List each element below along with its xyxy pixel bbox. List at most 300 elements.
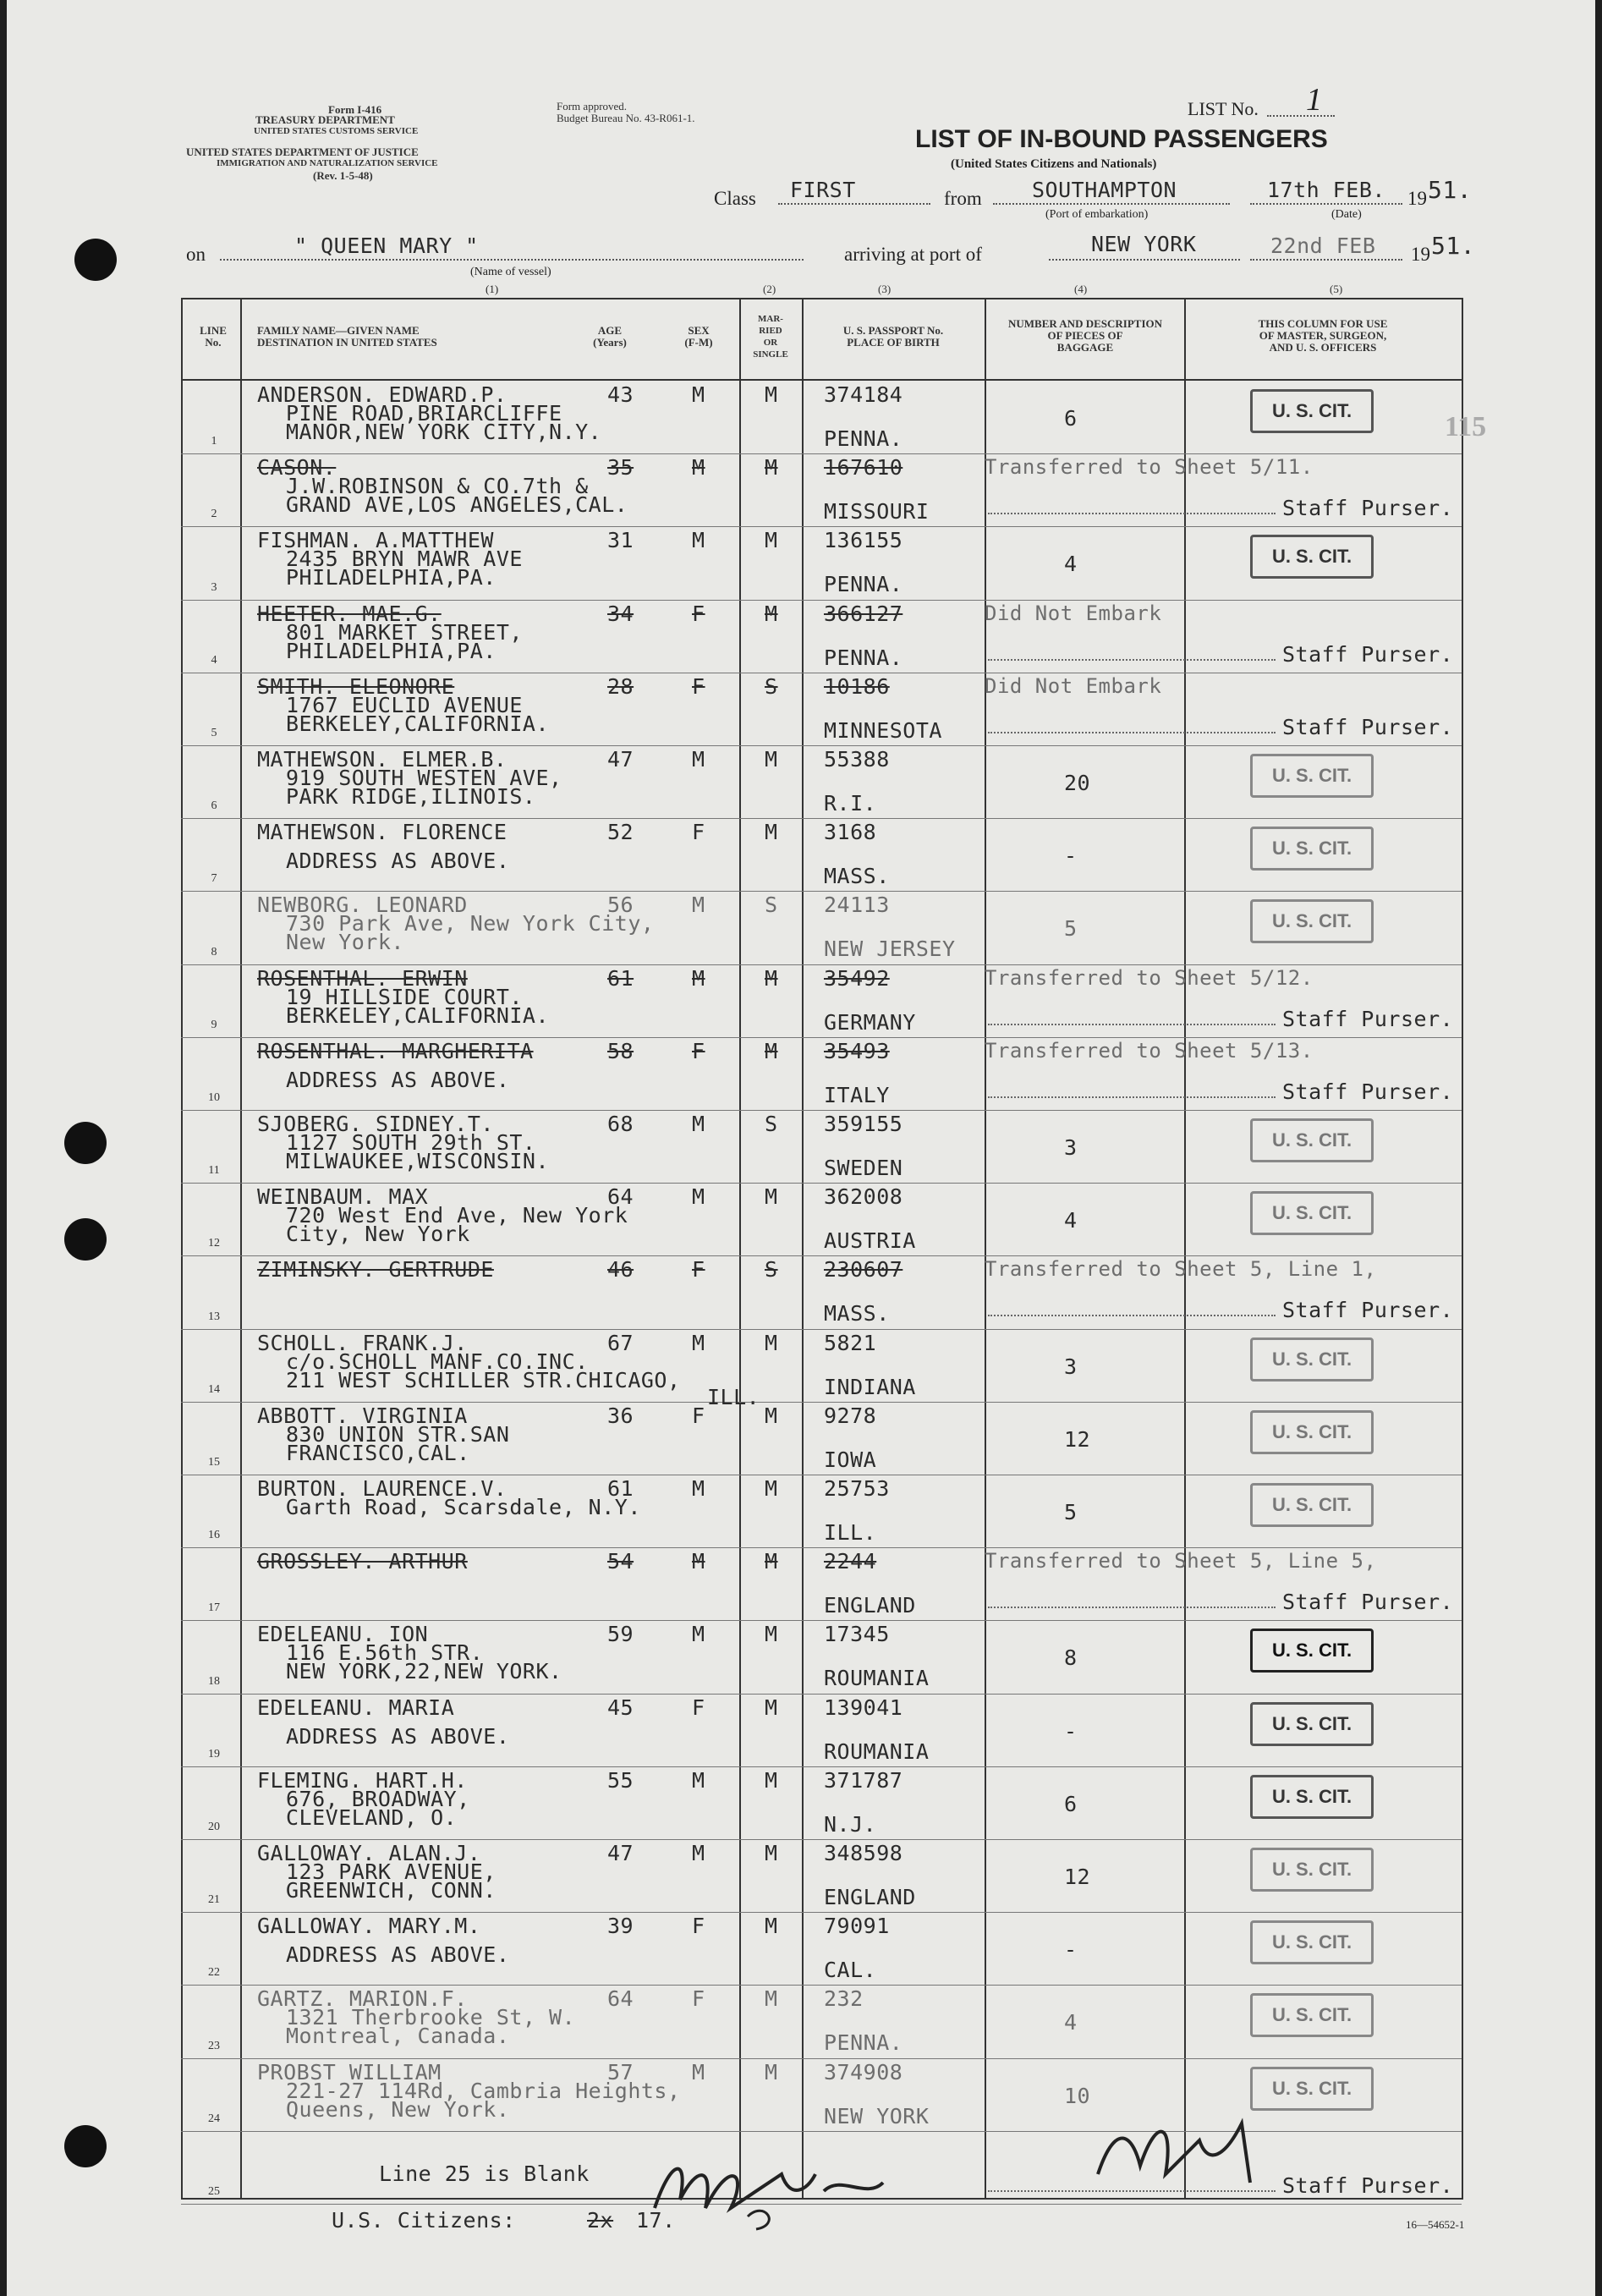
line-number: 10: [208, 1091, 220, 1104]
passenger-age: 47: [607, 747, 634, 772]
passenger-name: WEINBAUM. MAX: [257, 1184, 429, 1210]
passenger-sex: M: [692, 1112, 705, 1136]
punch-hole: [64, 1122, 107, 1164]
address-line-2: 211 WEST SCHILLER STR.CHICAGO,: [286, 1367, 681, 1392]
passenger-age: 54: [607, 1549, 634, 1574]
print-code: 16—54652-1: [1406, 2218, 1465, 2231]
row-divider: [181, 1620, 1462, 1621]
passenger-age: 47: [607, 1841, 634, 1865]
us-cit-stamp: U. S. CIT.: [1250, 1338, 1374, 1381]
passport-number: 79091: [824, 1914, 890, 1939]
line-number: 12: [208, 1237, 220, 1250]
passport-number: 167610: [824, 455, 903, 481]
address-line-2: MILWAUKEE,WISCONSIN.: [286, 1149, 550, 1173]
line-number: 22: [208, 1966, 220, 1980]
marital-status: M: [765, 1767, 778, 1793]
marital-status: M: [765, 382, 778, 407]
baggage: 6: [1064, 406, 1078, 431]
line-number: 13: [208, 1310, 220, 1323]
marital-status: M: [765, 1330, 778, 1355]
passport-number: 371787: [824, 1767, 903, 1793]
marital-status: S: [765, 893, 778, 918]
passport-number: 17345: [824, 1622, 890, 1647]
marital-status: M: [765, 820, 778, 845]
passenger-name: HEETER. MAE.G.: [257, 601, 442, 626]
address-line-1: 676, BROADWAY,: [286, 1786, 470, 1811]
staff-purser-note: Staff Purser.: [1282, 496, 1454, 521]
passenger-age: 64: [607, 1986, 634, 2012]
citizens-struck: 2x: [587, 2208, 614, 2233]
us-cit-stamp: U. S. CIT.: [1250, 1483, 1374, 1527]
passenger-name: ROSENTHAL. MARGHERITA: [257, 1038, 534, 1063]
dotted-leader: [988, 1096, 1276, 1098]
port-note: (Port of embarkation): [1045, 208, 1149, 221]
passenger-name: SMITH. ELEONORE: [257, 673, 455, 699]
budget-bureau: Budget Bureau No. 43-R061-1.: [557, 112, 695, 124]
passport-number: 374908: [824, 2059, 903, 2085]
passenger-name: CASON.: [257, 455, 337, 481]
date-note: (Date): [1331, 208, 1362, 221]
passenger-sex: F: [692, 1695, 705, 1720]
marital-status: M: [765, 2059, 778, 2085]
line-number: 20: [208, 1821, 220, 1833]
address-line-1: 19 HILLSIDE COURT.: [286, 984, 523, 1009]
passenger-name: FLEMING. HART.H.: [257, 1767, 468, 1793]
passenger-age: 68: [607, 1112, 634, 1136]
place-of-birth: MISSOURI: [824, 499, 930, 525]
baggage: Transferred to Sheet 5, Line 1,: [985, 1257, 1377, 1282]
margin-number: 115: [1445, 411, 1487, 442]
passenger-age: 67: [607, 1330, 634, 1355]
place-of-birth: ITALY: [824, 1082, 890, 1107]
marital-status: M: [765, 1986, 778, 2012]
passenger-age: 57: [607, 2059, 634, 2085]
address-line-1: 221-27 114Rd, Cambria Heights,: [286, 2078, 681, 2103]
address-line-2: PARK RIDGE,ILINOIS.: [286, 784, 536, 809]
us-cit-stamp: U. S. CIT.: [1250, 1920, 1374, 1964]
col-header-officers: THIS COLUMN FOR USE OF MASTER, SURGEON, AND U. S. OFFICERS: [1258, 317, 1388, 354]
address-line-2: City, New York: [286, 1222, 470, 1247]
passenger-name: ANDERSON. EDWARD.P.: [257, 382, 507, 407]
passenger-sex: M: [692, 2059, 705, 2085]
passenger-sex: M: [692, 1767, 705, 1793]
address-line-1: 730 Park Ave, New York City,: [286, 911, 655, 937]
col-header-line: LINE No.: [200, 324, 227, 349]
line-number: 14: [208, 1382, 220, 1396]
address-line-2: BERKELEY,CALIFORNIA.: [286, 1002, 550, 1028]
line-number: 21: [208, 1893, 220, 1907]
baggage: Transferred to Sheet 5/13.: [985, 1038, 1314, 1063]
address-line-1: 1127 SOUTH 29th ST.: [286, 1130, 536, 1155]
passenger-name: ABBOTT. VIRGINIA: [257, 1403, 468, 1428]
passenger-age: 36: [607, 1403, 634, 1428]
passport-number: 35492: [824, 965, 890, 991]
us-cit-stamp: U. S. CIT.: [1250, 1191, 1374, 1235]
passenger-age: 61: [607, 965, 634, 991]
baggage: 10: [1064, 2083, 1091, 2108]
passenger-name: GALLOWAY. MARY.M.: [257, 1914, 481, 1939]
staff-purser-note: Staff Purser.: [1282, 1590, 1454, 1615]
line-number: 3: [211, 580, 217, 594]
marital-status: M: [765, 601, 778, 626]
address-line-3: ILL.: [707, 1384, 760, 1409]
passenger-age: 39: [607, 1914, 634, 1939]
us-cit-stamp: U. S. CIT.: [1250, 2067, 1374, 2111]
place-of-birth: MASS.: [824, 864, 890, 889]
on-label: on: [186, 244, 206, 265]
arrival-year: 51.: [1431, 232, 1476, 260]
row-divider: [181, 1329, 1462, 1330]
row-divider: [181, 1547, 1462, 1548]
staff-purser-note: Staff Purser.: [1282, 2172, 1454, 2198]
baggage: 5: [1064, 1500, 1078, 1524]
passenger-age: 45: [607, 1695, 634, 1720]
col-num-2: (2): [763, 283, 776, 295]
passenger-sex: F: [692, 1986, 705, 2012]
place-of-birth: NEW JERSEY: [824, 937, 956, 962]
passenger-name: MATHEWSON. ELMER.B.: [257, 747, 507, 772]
passport-number: 2244: [824, 1549, 877, 1574]
passport-number: 362008: [824, 1184, 903, 1210]
punch-hole: [64, 1218, 107, 1261]
staff-purser-note: Staff Purser.: [1282, 1006, 1454, 1031]
col-num-4: (4): [1074, 283, 1088, 295]
line-number: 9: [211, 1018, 217, 1031]
passenger-sex: M: [692, 747, 705, 772]
row-divider: [181, 1110, 1462, 1111]
passenger-name: BURTON. LAURENCE.V.: [257, 1476, 507, 1501]
address-line-2: BERKELEY,CALIFORNIA.: [286, 711, 550, 736]
address-line-1: 116 E.56th STR.: [286, 1640, 484, 1666]
address-line-2: ADDRESS AS ABOVE.: [286, 1067, 510, 1092]
address-line-2: GREENWICH, CONN.: [286, 1878, 497, 1903]
dotted-leader: [988, 1315, 1276, 1316]
passenger-sex: F: [692, 1914, 705, 1939]
customs-service: UNITED STATES CUSTOMS SERVICE: [254, 126, 419, 136]
line-number: 7: [211, 872, 217, 886]
address-line-1: c/o.SCHOLL MANF.CO.INC.: [286, 1348, 589, 1374]
baggage: 12: [1064, 1865, 1091, 1889]
address-line-1: 830 UNION STR.SAN: [286, 1421, 510, 1447]
place-of-birth: MINNESOTA: [824, 717, 942, 743]
dotted-leader: [988, 1024, 1276, 1025]
place-of-birth: GERMANY: [824, 1009, 916, 1035]
passenger-age: 35: [607, 455, 634, 481]
row-divider: [181, 1839, 1462, 1840]
col-header-passport: U. S. PASSPORT No. PLACE OF BIRTH: [842, 324, 944, 349]
passenger-age: 46: [607, 1257, 634, 1283]
marital-status: M: [765, 1841, 778, 1865]
col-header-baggage: NUMBER AND DESCRIPTION OF PIECES OF BAGGAGE: [1007, 317, 1163, 354]
passenger-name: GARTZ. MARION.F.: [257, 1986, 468, 2012]
passenger-sex: F: [692, 1257, 705, 1283]
line-number: 2: [211, 508, 217, 521]
baggage: Transferred to Sheet 5, Line 5,: [985, 1549, 1377, 1574]
line-number: 19: [208, 1747, 220, 1760]
passenger-sex: M: [692, 382, 705, 407]
us-cit-stamp: U. S. CIT.: [1250, 1775, 1374, 1819]
passport-number: 139041: [824, 1695, 903, 1720]
place-of-birth: INDIANA: [824, 1374, 916, 1399]
line-number: 5: [211, 727, 217, 739]
passenger-age: 43: [607, 382, 634, 407]
passenger-name: GALLOWAY. ALAN.J.: [257, 1841, 481, 1865]
passenger-name: PROBST WILLIAM: [257, 2059, 442, 2085]
dotted-leader: [988, 1607, 1276, 1608]
page-subtitle: (United States Citizens and Nationals): [951, 157, 1157, 171]
revision: (Rev. 1-5-48): [313, 169, 373, 182]
passenger-sex: M: [692, 528, 705, 553]
row-divider: [181, 1985, 1462, 1986]
passenger-age: 61: [607, 1476, 634, 1501]
passenger-name: FISHMAN. A.MATTHEW: [257, 528, 494, 553]
col-header-married: MAR- RIED OR SINGLE: [753, 314, 788, 360]
list-no-label: LIST No.: [1188, 98, 1259, 119]
row-divider: [181, 1255, 1462, 1256]
passenger-name: NEWBORG. LEONARD: [257, 893, 468, 918]
passenger-sex: M: [692, 1330, 705, 1355]
address-line-2: FRANCISCO,CAL.: [286, 1440, 470, 1465]
passport-number: 359155: [824, 1112, 903, 1136]
marital-status: M: [765, 747, 778, 772]
manifest-sheet: [7, 0, 1595, 2296]
address-line-1: 1767 EUCLID AVENUE: [286, 692, 523, 717]
passport-number: 9278: [824, 1403, 877, 1428]
form-number: Form I-416: [328, 103, 382, 116]
baggage: 12: [1064, 1426, 1091, 1452]
justice-dept: UNITED STATES DEPARTMENT OF JUSTICE: [186, 146, 419, 158]
row-divider: [181, 1912, 1462, 1913]
place-of-birth: IOWA: [824, 1447, 877, 1472]
from-label: from: [944, 188, 982, 209]
passport-number: 25753: [824, 1476, 890, 1501]
baggage: Transferred to Sheet 5/11.: [985, 455, 1314, 480]
passenger-sex: F: [692, 820, 705, 845]
passenger-name: MATHEWSON. FLORENCE: [257, 820, 507, 845]
list-no-value: 1: [1306, 82, 1322, 118]
col-header-sex: SEX (F-M): [684, 324, 713, 349]
marital-status: M: [765, 528, 778, 553]
place-of-birth: PENNA.: [824, 2030, 903, 2056]
immigration-service: IMMIGRATION AND NATURALIZATION SERVICE: [217, 158, 438, 168]
marital-status: M: [765, 1914, 778, 1939]
line-number: 24: [208, 2112, 220, 2125]
baggage: Transferred to Sheet 5/12.: [985, 965, 1314, 990]
passport-number: 136155: [824, 528, 903, 553]
passenger-age: 64: [607, 1184, 634, 1210]
marital-status: M: [765, 1038, 778, 1063]
dotted-leader: [988, 659, 1276, 661]
row-divider: [181, 526, 1462, 527]
address-line-2: ADDRESS AS ABOVE.: [286, 849, 510, 874]
baggage: -: [1064, 843, 1078, 869]
passenger-name: EDELEANU. ION: [257, 1622, 429, 1647]
address-line-2: PHILADELPHIA,PA.: [286, 638, 497, 663]
vessel-name: " QUEEN MARY ": [294, 233, 479, 258]
place-of-birth: MASS.: [824, 1301, 890, 1327]
passenger-sex: M: [692, 893, 705, 918]
date-from: 17th FEB.: [1267, 178, 1385, 202]
address-line-1: 123 PARK AVENUE,: [286, 1859, 497, 1884]
passenger-name: EDELEANU. MARIA: [257, 1695, 455, 1720]
us-cit-stamp: U. S. CIT.: [1250, 1410, 1374, 1454]
passport-number: 366127: [824, 601, 903, 626]
us-cit-stamp: U. S. CIT.: [1250, 1848, 1374, 1892]
address-line-1: PINE ROAD,BRIARCLIFFE: [286, 401, 562, 426]
officer-signature: [646, 2140, 968, 2233]
passenger-sex: M: [692, 1841, 705, 1865]
address-line-2: MANOR,NEW YORK CITY,N.Y.: [286, 420, 602, 444]
address-line-2: GRAND AVE,LOS ANGELES,CAL.: [286, 492, 628, 518]
staff-purser-note: Staff Purser.: [1282, 1298, 1454, 1323]
place-of-birth: NEW YORK: [824, 2103, 930, 2128]
passenger-sex: F: [692, 1403, 705, 1428]
class-label: Class: [714, 188, 756, 209]
row-divider: [181, 2058, 1462, 2059]
passenger-age: 58: [607, 1038, 634, 1063]
address-line-2: PHILADELPHIA,PA.: [286, 565, 497, 590]
passport-number: 24113: [824, 893, 890, 918]
place-of-birth: ENGLAND: [824, 1885, 916, 1909]
passport-number: 230607: [824, 1257, 903, 1283]
place-of-birth: ROUMANIA: [824, 1738, 930, 1764]
marital-status: M: [765, 965, 778, 991]
arriving-label: arriving at port of: [844, 244, 982, 265]
passenger-sex: M: [692, 1476, 705, 1501]
passport-number: 232: [824, 1986, 864, 2012]
marital-status: S: [765, 673, 778, 699]
us-cit-stamp: U. S. CIT.: [1250, 1993, 1374, 2037]
baggage: 4: [1064, 552, 1078, 577]
marital-status: S: [765, 1257, 778, 1283]
us-cit-stamp: U. S. CIT.: [1250, 535, 1374, 579]
col-num-5: (5): [1330, 283, 1343, 295]
address-line-2: Montreal, Canada.: [286, 2024, 510, 2049]
line-number: 4: [211, 653, 217, 667]
passenger-sex: M: [692, 1622, 705, 1647]
address-line-1: 1321 Therbrooke St, W.: [286, 2005, 576, 2030]
passenger-name: GROSSLEY. ARTHUR: [257, 1549, 468, 1574]
class-value: FIRST: [790, 178, 856, 202]
row-divider: [181, 1402, 1462, 1403]
us-cit-stamp: U. S. CIT.: [1250, 827, 1374, 871]
row-divider: [181, 1037, 1462, 1038]
citizens-label: U.S. Citizens:: [332, 2208, 516, 2233]
passport-number: 35493: [824, 1038, 890, 1063]
from-value: SOUTHAMPTON: [1032, 178, 1177, 202]
line-number: 6: [211, 799, 217, 813]
page-title: LIST OF IN-BOUND PASSENGERS: [915, 125, 1328, 153]
col-header-name: FAMILY NAME—GIVEN NAME DESTINATION IN UNITED STATES: [257, 324, 437, 349]
address-line-2: Line 25 is Blank: [379, 2161, 590, 2186]
line-number: 11: [208, 1164, 220, 1178]
passenger-name: SCHOLL. FRANK.J.: [257, 1330, 468, 1355]
line-number: 23: [208, 2039, 220, 2052]
col-num-3: (3): [878, 283, 892, 295]
passenger-age: 59: [607, 1622, 634, 1647]
us-cit-stamp: U. S. CIT.: [1250, 389, 1374, 433]
line-number: 1: [211, 435, 217, 448]
baggage: 4: [1064, 2010, 1078, 2035]
row-divider: [181, 1766, 1462, 1767]
passenger-sex: F: [692, 601, 705, 626]
baggage: 3: [1064, 1354, 1078, 1379]
place-of-birth: N.J.: [824, 1811, 877, 1837]
passenger-sex: M: [692, 455, 705, 481]
row-divider: [181, 600, 1462, 601]
passport-number: 3168: [824, 820, 877, 845]
passenger-age: 28: [607, 673, 634, 699]
us-cit-stamp: U. S. CIT.: [1250, 899, 1374, 943]
place-of-birth: R.I.: [824, 791, 877, 816]
address-line-1: 801 MARKET STREET,: [286, 619, 523, 645]
passport-number: 10186: [824, 673, 890, 699]
baggage: Did Not Embark: [985, 601, 1162, 625]
passenger-name: SJOBERG. SIDNEY.T.: [257, 1112, 494, 1136]
line-number: 15: [208, 1456, 220, 1469]
passport-number: 5821: [824, 1330, 877, 1355]
row-divider: [181, 453, 1462, 454]
punch-hole: [74, 239, 117, 281]
passenger-age: 52: [607, 820, 634, 845]
baggage: 6: [1064, 1791, 1078, 1816]
passenger-age: 56: [607, 893, 634, 918]
line-number: 25: [208, 2185, 220, 2198]
address-line-2: ADDRESS AS ABOVE.: [286, 1723, 510, 1749]
line-number: 17: [208, 1601, 220, 1615]
baggage: 8: [1064, 1645, 1078, 1671]
address-line-1: 919 SOUTH WESTEN AVE,: [286, 766, 562, 790]
marital-status: M: [765, 455, 778, 481]
row-divider: [181, 891, 1462, 892]
passport-number: 374184: [824, 382, 903, 407]
passenger-age: 55: [607, 1767, 634, 1793]
passenger-age: 31: [607, 528, 634, 553]
passenger-sex: F: [692, 1038, 705, 1063]
vessel-col-num: (1): [486, 283, 499, 295]
passenger-sex: M: [692, 1184, 705, 1210]
arrival-year-prefix: 19: [1411, 244, 1430, 265]
address-line-2: ADDRESS AS ABOVE.: [286, 1942, 510, 1968]
place-of-birth: PENNA.: [824, 645, 903, 670]
baggage: 3: [1064, 1135, 1078, 1160]
dotted-leader: [988, 732, 1276, 733]
purser-signature: [1081, 2098, 1284, 2200]
vessel-note: (Name of vessel): [470, 266, 551, 278]
passenger-age: 34: [607, 601, 634, 626]
marital-status: M: [765, 1476, 778, 1501]
place-of-birth: SWEDEN: [824, 1156, 903, 1180]
us-cit-stamp: U. S. CIT.: [1250, 1629, 1374, 1673]
address-line-2: NEW YORK,22,NEW YORK.: [286, 1659, 562, 1684]
staff-purser-note: Staff Purser.: [1282, 1079, 1454, 1104]
us-cit-stamp: U. S. CIT.: [1250, 1702, 1374, 1746]
dotted-leader: [988, 513, 1276, 514]
marital-status: M: [765, 1549, 778, 1574]
row-divider: [181, 964, 1462, 965]
address-line-2: CLEVELAND, O.: [286, 1804, 458, 1830]
staff-purser-note: Staff Purser.: [1282, 641, 1454, 667]
baggage: 4: [1064, 1208, 1078, 1233]
passenger-sex: M: [692, 1549, 705, 1574]
line-number: 18: [208, 1674, 220, 1688]
line-number: 16: [208, 1529, 220, 1542]
date-from-year: 51.: [1428, 176, 1473, 204]
marital-status: M: [765, 1184, 778, 1210]
baggage: 20: [1064, 771, 1091, 795]
passport-number: 55388: [824, 747, 890, 772]
baggage: -: [1064, 1937, 1078, 1963]
